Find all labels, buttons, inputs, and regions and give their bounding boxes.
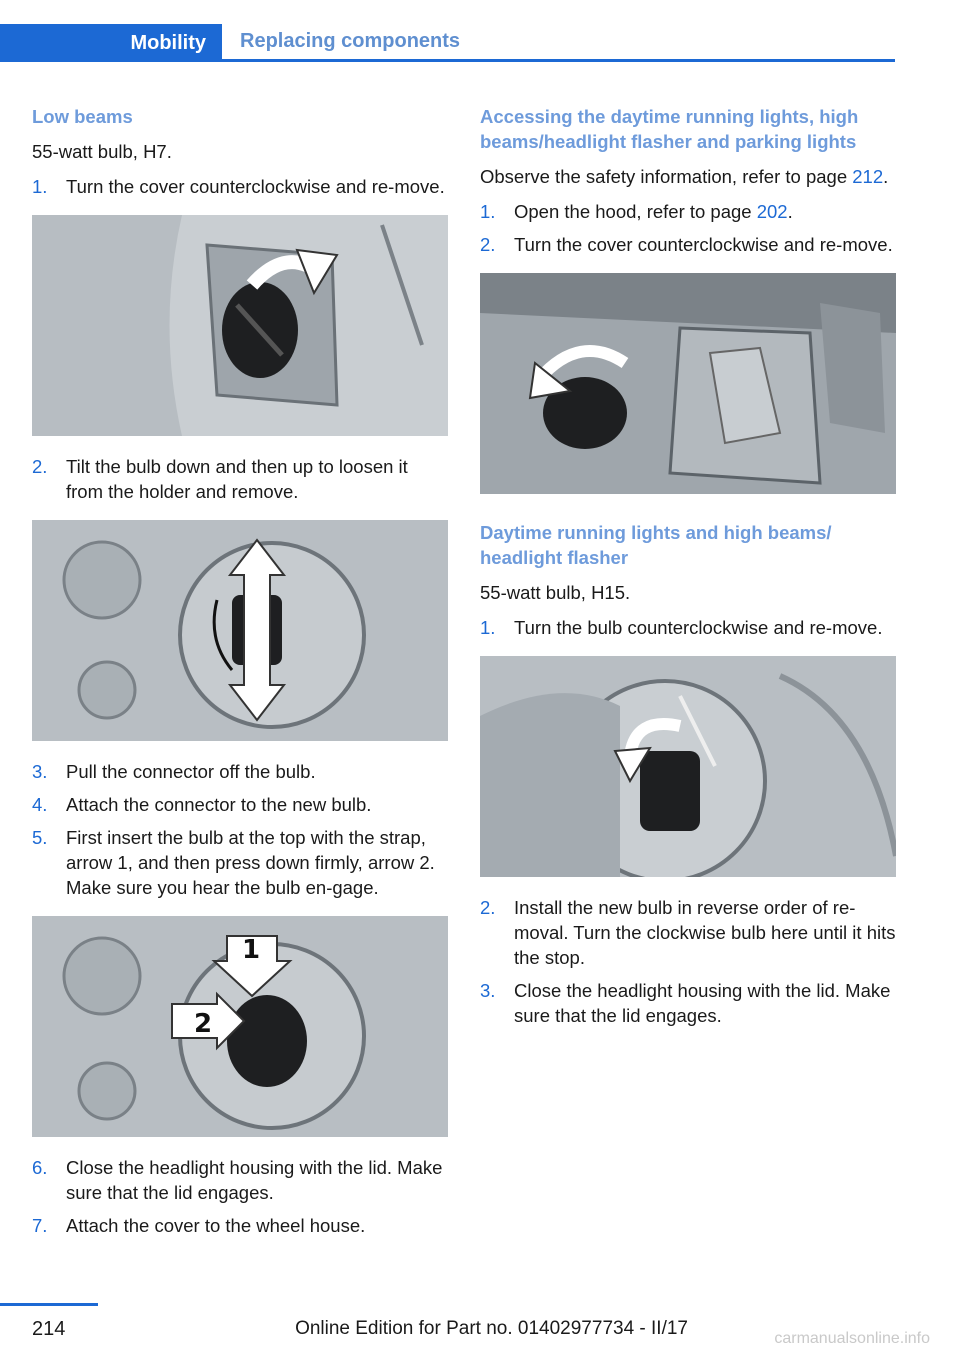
list-item	[480, 232, 896, 257]
step-number: 3.	[480, 980, 496, 1001]
step-number: 1.	[480, 201, 496, 222]
list-item	[480, 895, 896, 970]
safety-text: Observe the safety information, refer to page	[480, 166, 853, 187]
step-number: 7.	[32, 1215, 48, 1236]
list-item	[32, 759, 448, 784]
step-text: Turn the bulb counterclockwise and re-move.	[514, 617, 883, 638]
page-number: 214	[32, 1318, 66, 1340]
figure-label-1: 1	[242, 935, 261, 965]
list-item	[32, 1213, 448, 1238]
step-number: 4.	[32, 794, 48, 815]
figure-label-2: 2	[194, 1009, 213, 1039]
step-text: Turn the cover counterclockwise and re-move.	[66, 176, 445, 197]
bulb-spec: 55-watt bulb, H15.	[480, 582, 631, 603]
section-heading-access: Accessing the daytime running lights, high beams/headlight flasher and parking lights	[480, 106, 859, 152]
list-item	[480, 615, 896, 640]
step-number: 2.	[480, 234, 496, 255]
steps-list	[32, 174, 448, 199]
step-text: Tilt the bulb down and then up to loosen it from the holder and remove.	[66, 456, 408, 502]
steps-list	[480, 895, 896, 1028]
safety-suffix: .	[883, 166, 889, 187]
steps-list	[480, 615, 896, 640]
steps-list	[32, 759, 448, 900]
list-item	[480, 199, 896, 224]
step-number: 2.	[32, 456, 48, 477]
step-text: Install the new bulb in reverse order of re-moval. Turn the clockwise bulb here until it hits the stop.	[514, 897, 896, 968]
step-number: 1.	[32, 176, 48, 197]
list-item	[32, 454, 448, 504]
edition-note: Online Edition for Part no. 01402977734 - II/17	[295, 1318, 688, 1339]
page-link-212[interactable]: 212	[852, 166, 884, 187]
list-item	[480, 978, 896, 1028]
list-item	[32, 174, 448, 199]
step-text: Open the hood, refer to page	[514, 201, 757, 222]
watermark: carmanualsonline.info	[774, 1330, 930, 1347]
list-item	[32, 1155, 448, 1205]
step-number: 2.	[480, 897, 496, 918]
step-text: Pull the connector off the bulb.	[66, 761, 316, 782]
step-text: Close the headlight housing with the lid. Make sure that the lid engages.	[514, 980, 891, 1026]
steps-list	[32, 454, 448, 504]
tab-mobility[interactable]: Mobility	[0, 24, 222, 62]
safety-reference	[480, 164, 896, 189]
step-number: 1.	[480, 617, 496, 638]
figure-drl-bulb	[480, 656, 896, 877]
tab-replacing-components[interactable]: Replacing components	[240, 30, 461, 52]
left-column	[32, 104, 448, 1246]
step-text: Attach the connector to the new bulb.	[66, 794, 372, 815]
step-suffix: .	[787, 201, 793, 222]
page-link-202[interactable]: 202	[756, 201, 788, 222]
step-text: First insert the bulb at the top with the strap, arrow 1, and then press down firmly, arrow 2. Make sure you hear the bulb en-gage.	[66, 827, 435, 898]
steps-list	[32, 1155, 448, 1238]
figure-bulb-tilt	[32, 520, 448, 741]
step-number: 5.	[32, 827, 48, 848]
steps-list	[480, 199, 896, 257]
list-item	[32, 825, 448, 900]
figure-engine-cover	[480, 273, 896, 494]
bulb-spec: 55-watt bulb, H7.	[32, 141, 172, 162]
step-text: Attach the cover to the wheel house.	[66, 1215, 366, 1236]
section-heading-low-beams: Low beams	[32, 106, 133, 127]
header-tabbar	[0, 24, 895, 62]
figure-bulb-insert	[32, 916, 448, 1137]
step-number: 3.	[32, 761, 48, 782]
step-text: Turn the cover counterclockwise and re-move.	[514, 234, 893, 255]
step-number: 6.	[32, 1157, 48, 1178]
list-item	[32, 792, 448, 817]
footer-rule	[0, 1303, 98, 1306]
header-rule	[0, 59, 895, 62]
figure-cover-removal	[32, 215, 448, 436]
right-column	[480, 104, 896, 1036]
step-text: Close the headlight housing with the lid. Make sure that the lid engages.	[66, 1157, 443, 1203]
section-heading-drl: Daytime running lights and high beams/ headlight flasher	[480, 522, 832, 568]
